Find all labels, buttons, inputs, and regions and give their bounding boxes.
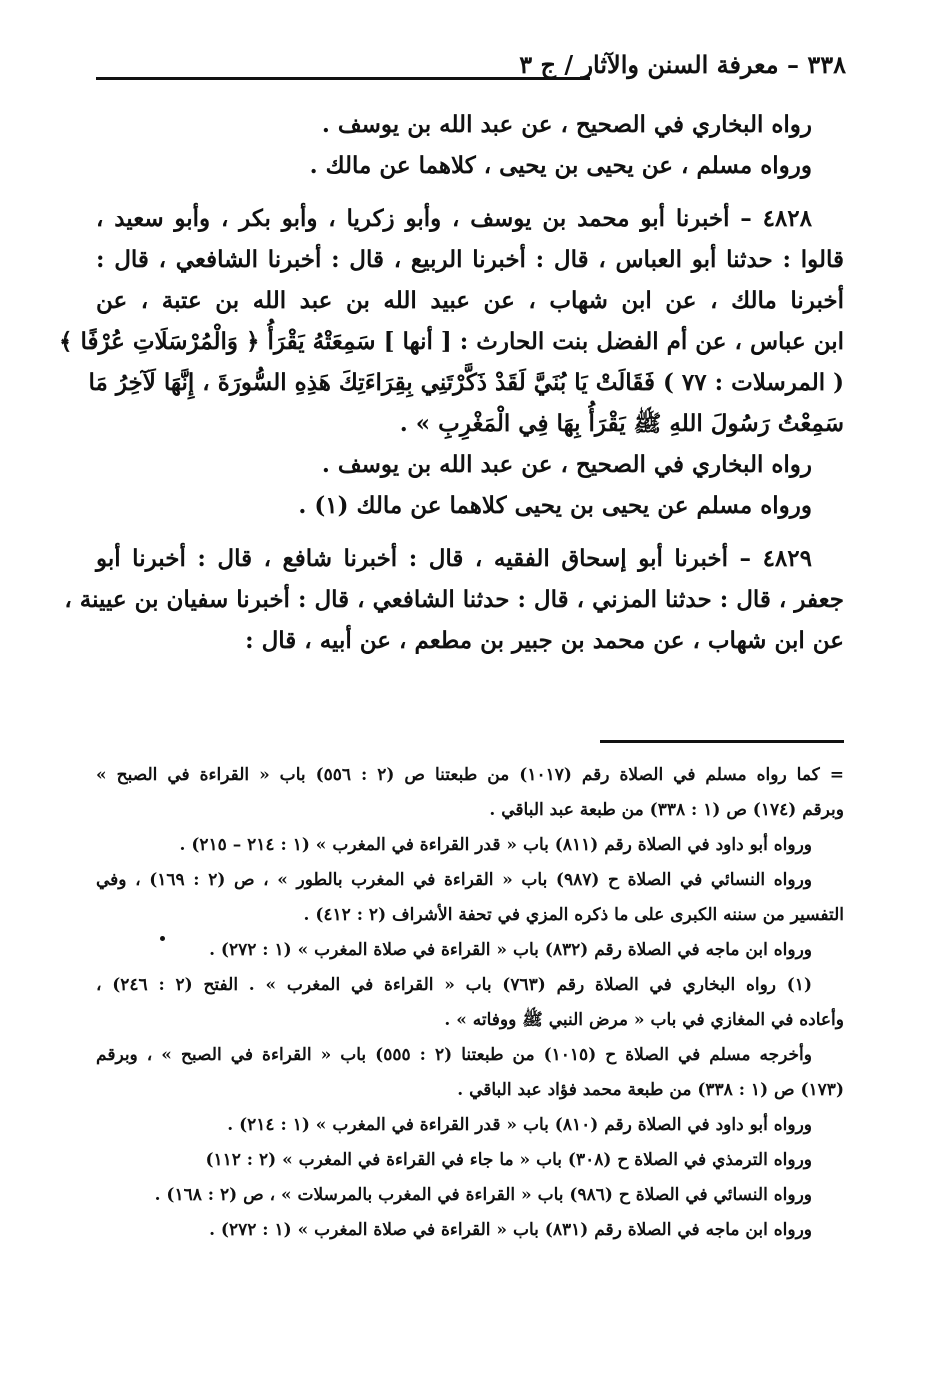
body-line: ٤٨٢٨ – أخبرنا أبو محمد بن يوسف ، وأبو زكريا ، وأبو بكر ، وأبو سعيد ، [96, 205, 812, 232]
footnote-line: ورواه ابن ماجه في الصلاة رقم (٨٣٢) باب « القراءة في صلاة المغرب » (١ : ٢٧٢) . [209, 940, 812, 960]
footnote-line: (١) رواه البخاري في الصلاة رقم (٧٦٣) باب « القراءة في المغرب » . الفتح (٢ : ٢٤٦) ، [96, 975, 812, 995]
body-line: عن ابن شهاب ، عن محمد بن جبير بن مطعم ، عن أبيه ، قال : [245, 627, 844, 654]
footnote-line: = كما رواه مسلم في الصلاة رقم (١٠١٧) من طبعتنا ص (٢ : ٥٥٦) باب « القراءة في الصبح » [96, 765, 844, 785]
main-text [58, 104, 844, 661]
footnote-line: ورواه ابن ماجه في الصلاة رقم (٨٣١) باب « القراءة في صلاة المغرب » (١ : ٢٧٢) . [209, 1220, 812, 1240]
body-line: ورواه مسلم عن يحيى بن يحيى كلاهما عن مالك (١) . [298, 492, 812, 519]
footnote-line: وبرقم (١٧٤) ص (١ : ٣٣٨) من طبعة عبد الباقي . [489, 800, 844, 820]
body-line: ٤٨٢٩ – أخبرنا أبو إسحاق الفقيه ، قال : أخبرنا شافع ، قال : أخبرنا أبو [96, 545, 812, 572]
ink-dot [160, 936, 165, 941]
body-line: سَمِعْتُ رَسُولَ اللهِ ﷺ يَقْرَأُ بِهَا فِي الْمَغْرِبِ » . [399, 410, 844, 437]
header-rule [96, 77, 590, 80]
body-line: جعفر ، قال : حدثنا المزني ، قال : حدثنا الشافعي ، قال : أخبرنا سفيان بن عيينة ، [64, 586, 844, 613]
footnote-line: ورواه النسائي في الصلاة ح (٩٨٦) باب « القراءة في المغرب بالمرسلات » ، ص (٢ : ١٦٨) . [154, 1185, 812, 1205]
footnote-line: وأعاده في المغازي في باب « مرض النبي ﷺ ووفاته » . [444, 1010, 844, 1030]
footnotes [96, 758, 844, 1248]
body-line: رواه البخاري في الصحيح ، عن عبد الله بن يوسف . [321, 111, 812, 138]
body-line: رواه البخاري في الصحيح ، عن عبد الله بن يوسف . [321, 451, 812, 478]
body-line: ( المرسلات : ٧٧ ) فَقَالَتْ يَا بُنَيَّ لَقَدْ ذَكَّرْتَنِي بِقِرَاءَتِكَ هَذِهِ السُّورَةَ ، إِنَّهَا لَآخِرُ مَا [88, 369, 844, 396]
footnote-line: ورواه أبو داود في الصلاة رقم (٨١٠) باب « قدر القراءة في المغرب » (١ : ٢١٤) . [227, 1115, 812, 1135]
body-line: قالوا : حدثنا أبو العباس ، قال : أخبرنا الربيع ، قال : أخبرنا الشافعي ، قال : [96, 246, 844, 273]
body-line: ابن عباس ، عن أم الفضل بنت الحارث : [ أنها ] سَمِعَتْهُ يَقْرَأُ ﴿ وَالْمُرْسَلَاتِ عُرْفًا ﴾ [58, 328, 844, 355]
footnote-line: وأخرجه مسلم في الصلاة ح (١٠١٥) من طبعتنا (٢ : ٥٥٥) باب « القراءة في الصبح » ، وبرقم [96, 1045, 812, 1065]
body-line: ورواه مسلم ، عن يحيى بن يحيى ، كلاهما عن مالك . [309, 152, 812, 179]
footnote-separator [600, 740, 844, 743]
body-line: أخبرنا مالك ، عن ابن شهاب ، عن عبيد الله بن عبد الله بن عتبة ، عن [96, 287, 844, 314]
footnote-line: (١٧٣) ص (١ : ٣٣٨) من طبعة محمد فؤاد عبد الباقي . [457, 1080, 844, 1100]
running-header: ٣٣٨ – معرفة السنن والآثار / ج ٣ [519, 50, 846, 79]
footnote-line: ورواه أبو داود في الصلاة رقم (٨١١) باب « قدر القراءة في المغرب » (١ : ٢١٤ – ٢١٥) . [179, 835, 812, 855]
footnote-line: التفسير من سننه الكبرى على ما ذكره المزي في تحفة الأشراف (٢ : ٤١٢) . [303, 905, 844, 925]
footnote-line: ورواه الترمذي في الصلاة ح (٣٠٨) باب « ما جاء في القراءة في المغرب » (٢ : ١١٢) [205, 1150, 812, 1170]
footnote-line: ورواه النسائي في الصلاة ح (٩٨٧) باب « القراءة في المغرب بالطور » ، ص (٢ : ١٦٩) ، وفي [96, 870, 813, 890]
